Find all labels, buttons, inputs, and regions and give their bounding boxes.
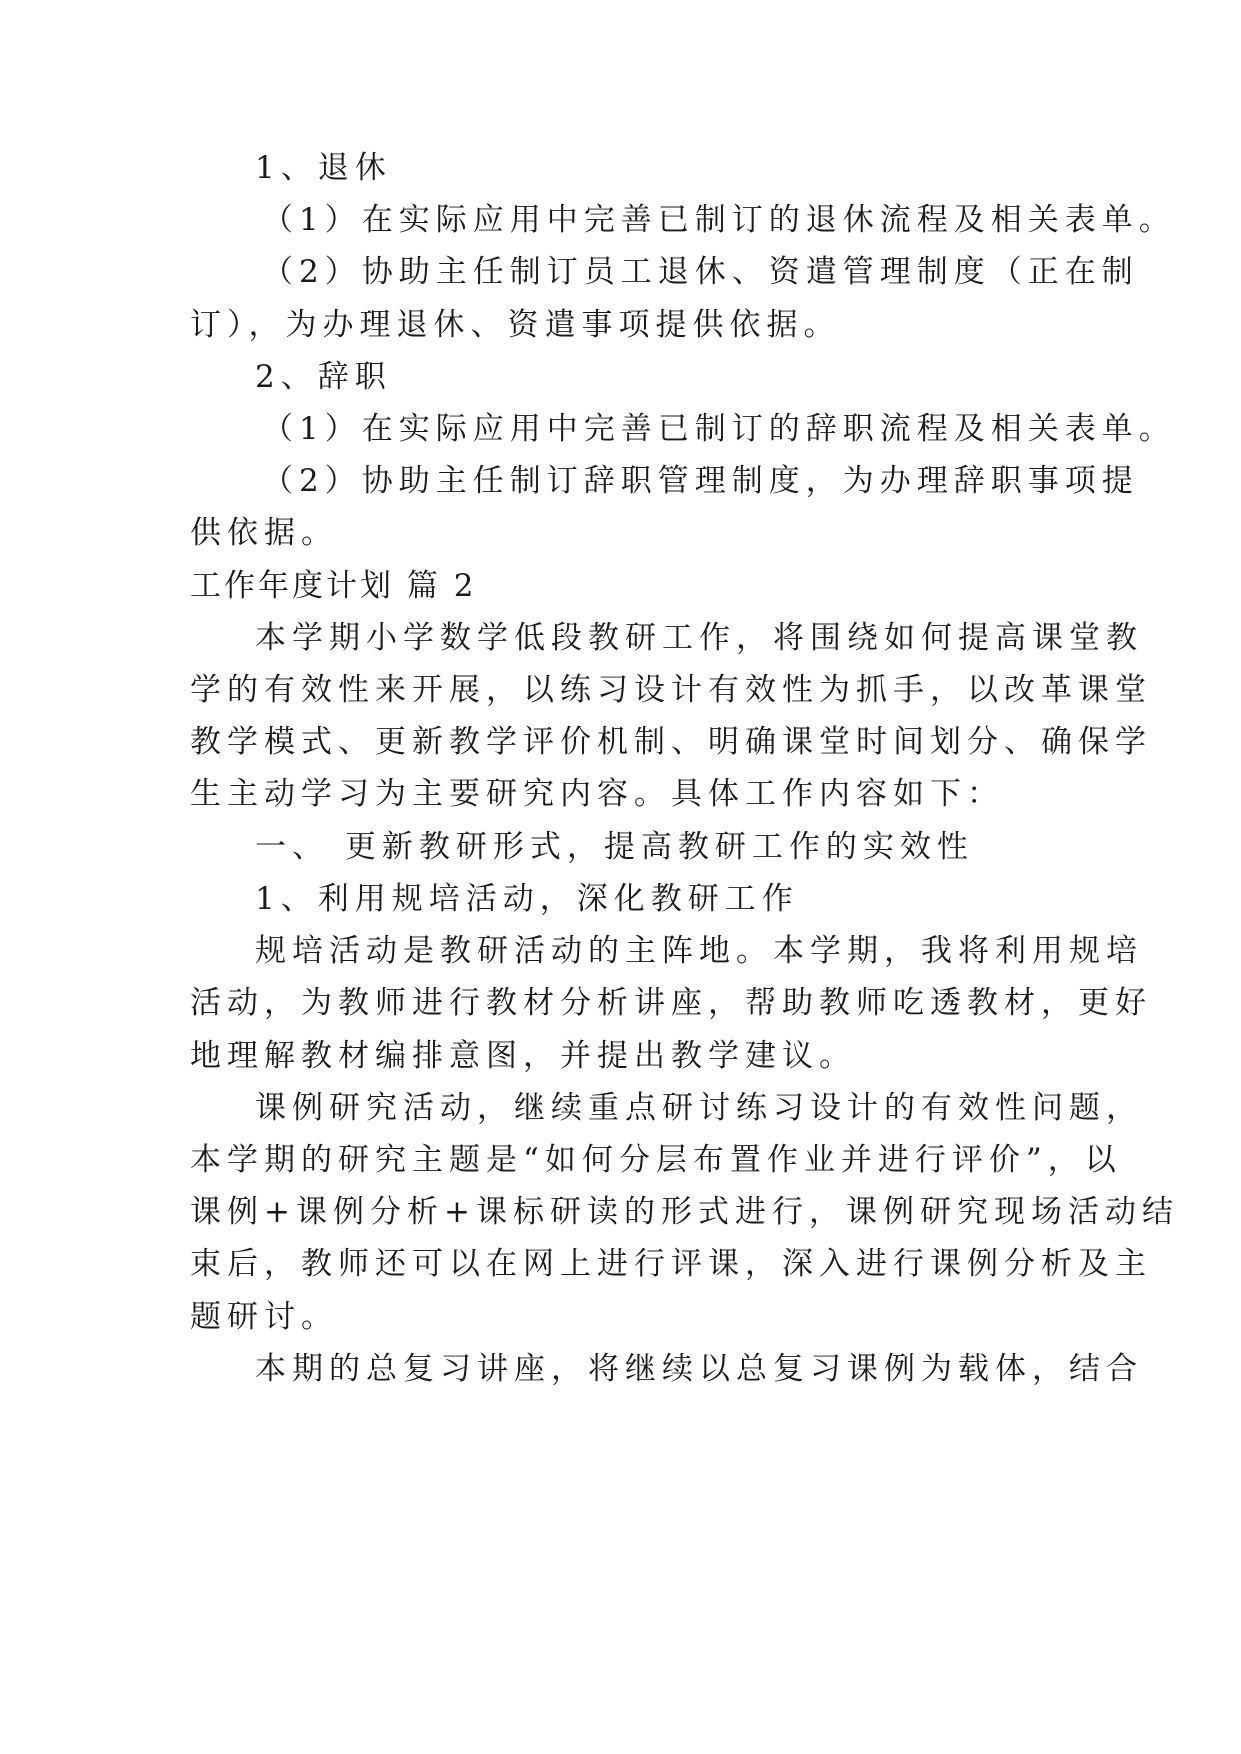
section-heading-resignation: 2、辞职 (255, 359, 392, 395)
paragraph-line: 活动，为教师进行教材分析讲座，帮助教师吃透教材，更好 (190, 985, 1152, 1021)
paragraph-line: 束后，教师还可以在网上进行评课，深入进行课例分析及主 (190, 1246, 1152, 1282)
retirement-item-2-continued: 订），为办理退休、资遣事项提供依据。 (190, 307, 841, 343)
paragraph-line: 本学期的研究主题是“如何分层布置作业并进行评价”，以 (190, 1142, 1122, 1178)
paragraph-line: 学的有效性来开展，以练习设计有效性为抓手，以改革课堂 (190, 672, 1152, 708)
paragraph-line: 本期的总复习讲座，将继续以总复习课例为载体，结合 (255, 1351, 1143, 1387)
resignation-item-2-continued: 供依据。 (190, 515, 338, 551)
resignation-item-2: （2）协助主任制订辞职管理制度，为办理辞职事项提 (262, 463, 1139, 499)
retirement-item-1: （1）在实际应用中完善已制订的退休流程及相关表单。 (262, 202, 1176, 238)
paragraph-line: 生主动学习为主要研究内容。具体工作内容如下： (190, 776, 1004, 812)
paragraph-line: 本学期小学数学低段教研工作，将围绕如何提高课堂教 (255, 620, 1143, 656)
retirement-item-2: （2）协助主任制订员工退休、资遣管理制度（正在制 (262, 254, 1139, 290)
resignation-item-1: （1）在实际应用中完善已制订的辞职流程及相关表单。 (262, 411, 1176, 447)
paragraph-line: 教学模式、更新教学评价机制、明确课堂时间划分、确保学 (190, 724, 1152, 760)
paragraph-line: 地理解教材编排意图，并提出教学建议。 (190, 1038, 856, 1074)
paragraph-line: 规培活动是教研活动的主阵地。本学期，我将利用规培 (255, 933, 1143, 969)
paragraph-line: 课例研究活动，继续重点研讨练习设计的有效性问题， (255, 1090, 1143, 1126)
plan-title: 工作年度计划 篇 2 (190, 568, 477, 604)
paragraph-line: 题研讨。 (190, 1299, 338, 1335)
paragraph-line: 课例+课例分析+课标研读的形式进行，课例研究现场活动结 (190, 1194, 1179, 1230)
section-heading-retirement: 1、退休 (255, 150, 392, 186)
subsection-item-heading: 1、利用规培活动，深化教研工作 (255, 881, 799, 917)
subsection-heading: 一、 更新教研形式，提高教研工作的实效性 (255, 829, 974, 865)
